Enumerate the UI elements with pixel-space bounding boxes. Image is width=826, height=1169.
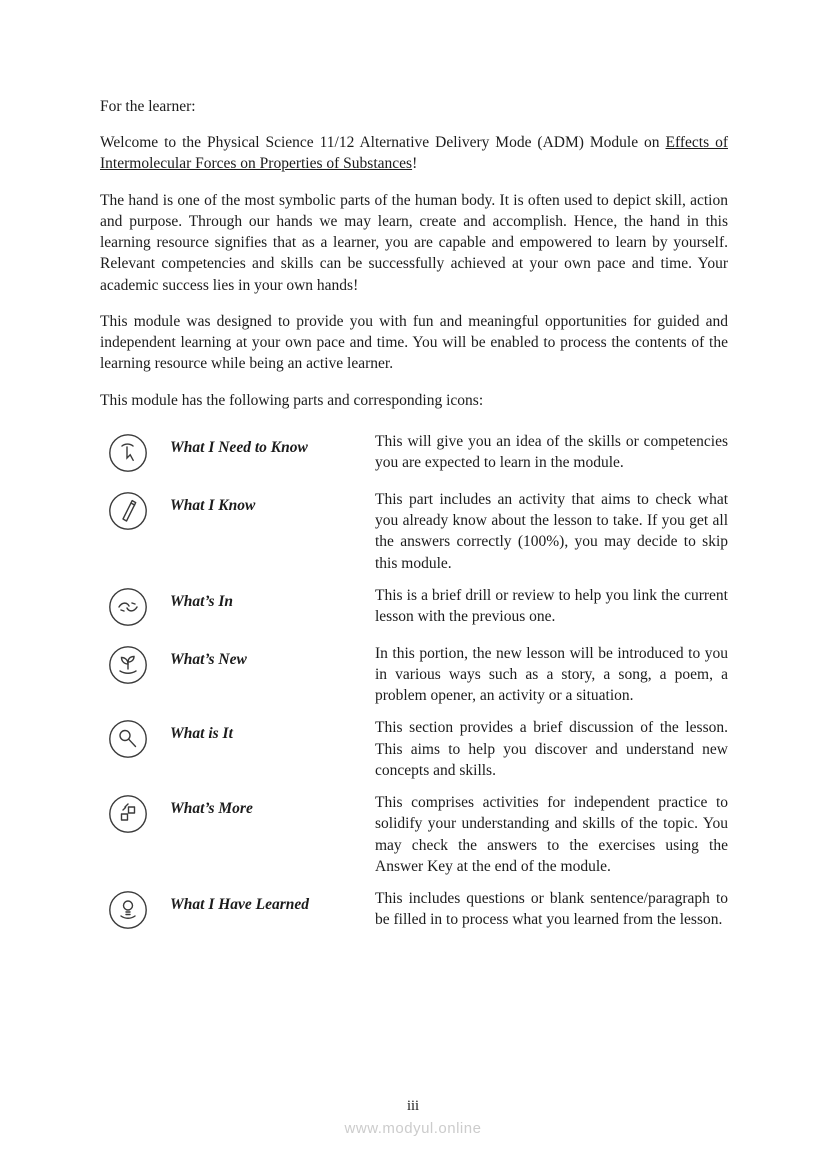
part-label: What’s More <box>170 800 253 818</box>
hand-blocks-icon <box>108 794 148 834</box>
part-label: What I Know <box>170 496 256 514</box>
module-design-paragraph: This module was designed to provide you with fun and meaningful opportunities for guided and independent learning at your own pace and time. You will be enabled to process the contents of the learning resource while being an active learner. <box>100 312 728 373</box>
part-row-whats-new <box>100 643 728 707</box>
part-label: What I Have Learned <box>170 896 310 914</box>
page-number: iii <box>406 1098 420 1114</box>
part-label: What I Need to Know <box>170 438 308 456</box>
icon-cell <box>100 643 170 690</box>
welcome-paragraph <box>100 132 728 174</box>
part-label: What’s In <box>170 592 234 610</box>
icon-cell <box>100 489 170 536</box>
page-content <box>100 96 728 946</box>
learner-label: For the learner: <box>100 98 196 115</box>
icon-cell <box>100 792 170 839</box>
part-description: This will give you an idea of the skills or competencies you are expected to learn in the module. <box>375 432 728 472</box>
part-description: In this portion, the new lesson will be introduced to you in various ways such as a story, a song, a poem, a problem opener, an activity or a situation. <box>375 644 728 705</box>
part-description: This is a brief drill or review to help you link the current lesson with the previous one. <box>375 586 728 625</box>
part-row-what-is-it <box>100 717 728 781</box>
part-row-what-i-need-to-know <box>100 431 728 478</box>
parts-intro: This module has the following parts and corresponding icons: <box>100 391 484 409</box>
part-description: This section provides a brief discussion of the lesson. This aims to help you discover and understand new concepts and skills. <box>375 719 728 779</box>
watermark-url: www.modyul.online <box>344 1120 482 1137</box>
hand-click-icon <box>108 433 148 473</box>
icon-cell <box>100 585 170 632</box>
part-label: What is It <box>170 725 233 743</box>
welcome-text-before: Welcome to the Physical Science 11/12 Alternative Delivery Mode (ADM) Module on <box>100 134 666 152</box>
icon-cell <box>100 888 170 935</box>
icon-cell <box>100 717 170 764</box>
hand-write-icon <box>108 491 148 531</box>
welcome-text-after: ! <box>412 155 418 173</box>
hands-link-icon <box>108 587 148 627</box>
part-description: This includes questions or blank sentence/paragraph to be filled in to process what you learned from the lesson. <box>375 890 728 929</box>
hand-bulb-icon <box>108 890 148 930</box>
icon-cell <box>100 431 170 478</box>
module-title-underlined: Effects of Intermolecular Forces on Properties of Substances <box>100 134 728 173</box>
part-label: What’s New <box>170 650 247 668</box>
part-description: This comprises activities for independent practice to solidify your understanding and skills of the topic. You may check the answers to the exercises using the Answer Key at the end of the module. <box>375 794 728 875</box>
part-description: This part includes an activity that aims to check what you already know about the lesson to take. If you get all the answers correctly (100%), you may decide to skip this module. <box>375 490 728 572</box>
magnifier-icon <box>108 719 148 759</box>
hand-symbolism-paragraph: The hand is one of the most symbolic parts of the human body. It is often used to depict skill, action and purpose. Through our hands we may learn, create and accomplish. Hence, the hand in this learning resource signifies that as a learner, you are capable and empowered to learn by yourself. Relevant competencies and skills can be successfully achieved at your own pace and time. Your academic success lies in your own hands! <box>100 191 728 294</box>
hand-plant-icon <box>108 645 148 685</box>
part-row-whats-more <box>100 792 728 877</box>
part-row-what-i-know <box>100 489 728 574</box>
module-parts-list <box>100 431 728 935</box>
part-row-what-i-have-learned <box>100 888 728 935</box>
part-row-whats-in <box>100 585 728 632</box>
